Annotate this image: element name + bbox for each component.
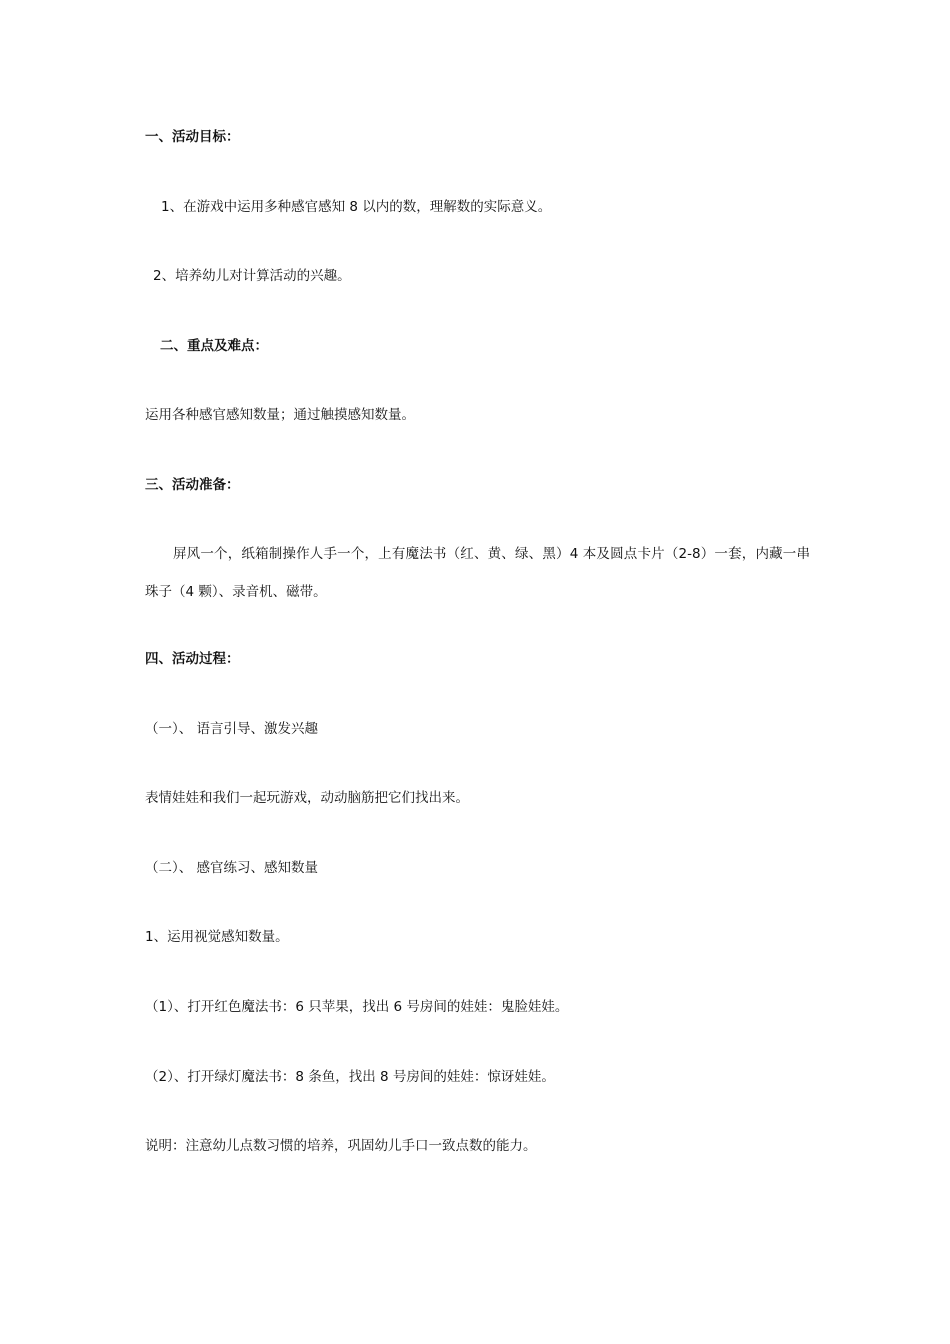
section-heading-process: 四、活动过程： — [145, 651, 240, 667]
process-step-1-text: 表情娃娃和我们一起玩游戏，动动脑筋把它们找出来。 — [145, 790, 469, 806]
section-heading-preparation: 三、活动准备： — [145, 477, 240, 493]
key-points-text: 运用各种感官感知数量；通过触摸感知数量。 — [145, 407, 415, 423]
section-heading-key-points: 二、重点及难点： — [160, 338, 268, 354]
process-note: 说明：注意幼儿点数习惯的培养，巩固幼儿手口一致点数的能力。 — [145, 1138, 537, 1154]
process-sub-1-item-2: （2）、打开绿灯魔法书：8 条鱼，找出 8 号房间的娃娃：惊讶娃娃。 — [145, 1069, 555, 1085]
process-step-1-heading: （一）、 语言引导、激发兴趣 — [145, 721, 319, 737]
process-sub-1-item-1: （1）、打开红色魔法书：6 只苹果，找出 6 号房间的娃娃：鬼脸娃娃。 — [145, 999, 569, 1015]
goal-item-1: 1、在游戏中运用多种感官感知 8 以内的数，理解数的实际意义。 — [161, 199, 552, 215]
preparation-text: 屏风一个，纸箱制操作人手一个，上有魔法书（红、黄、绿、黑）4 本及圆点卡片（2-8）一套，内藏一串珠子（4 颗）、录音机、磁带。 — [145, 546, 810, 600]
goal-item-2: 2、培养幼儿对计算活动的兴趣。 — [153, 268, 351, 284]
process-sub-1-heading: 1、运用视觉感知数量。 — [145, 929, 289, 945]
section-heading-goals: 一、活动目标： — [145, 129, 240, 145]
process-step-2-heading: （二）、 感官练习、感知数量 — [145, 860, 319, 876]
